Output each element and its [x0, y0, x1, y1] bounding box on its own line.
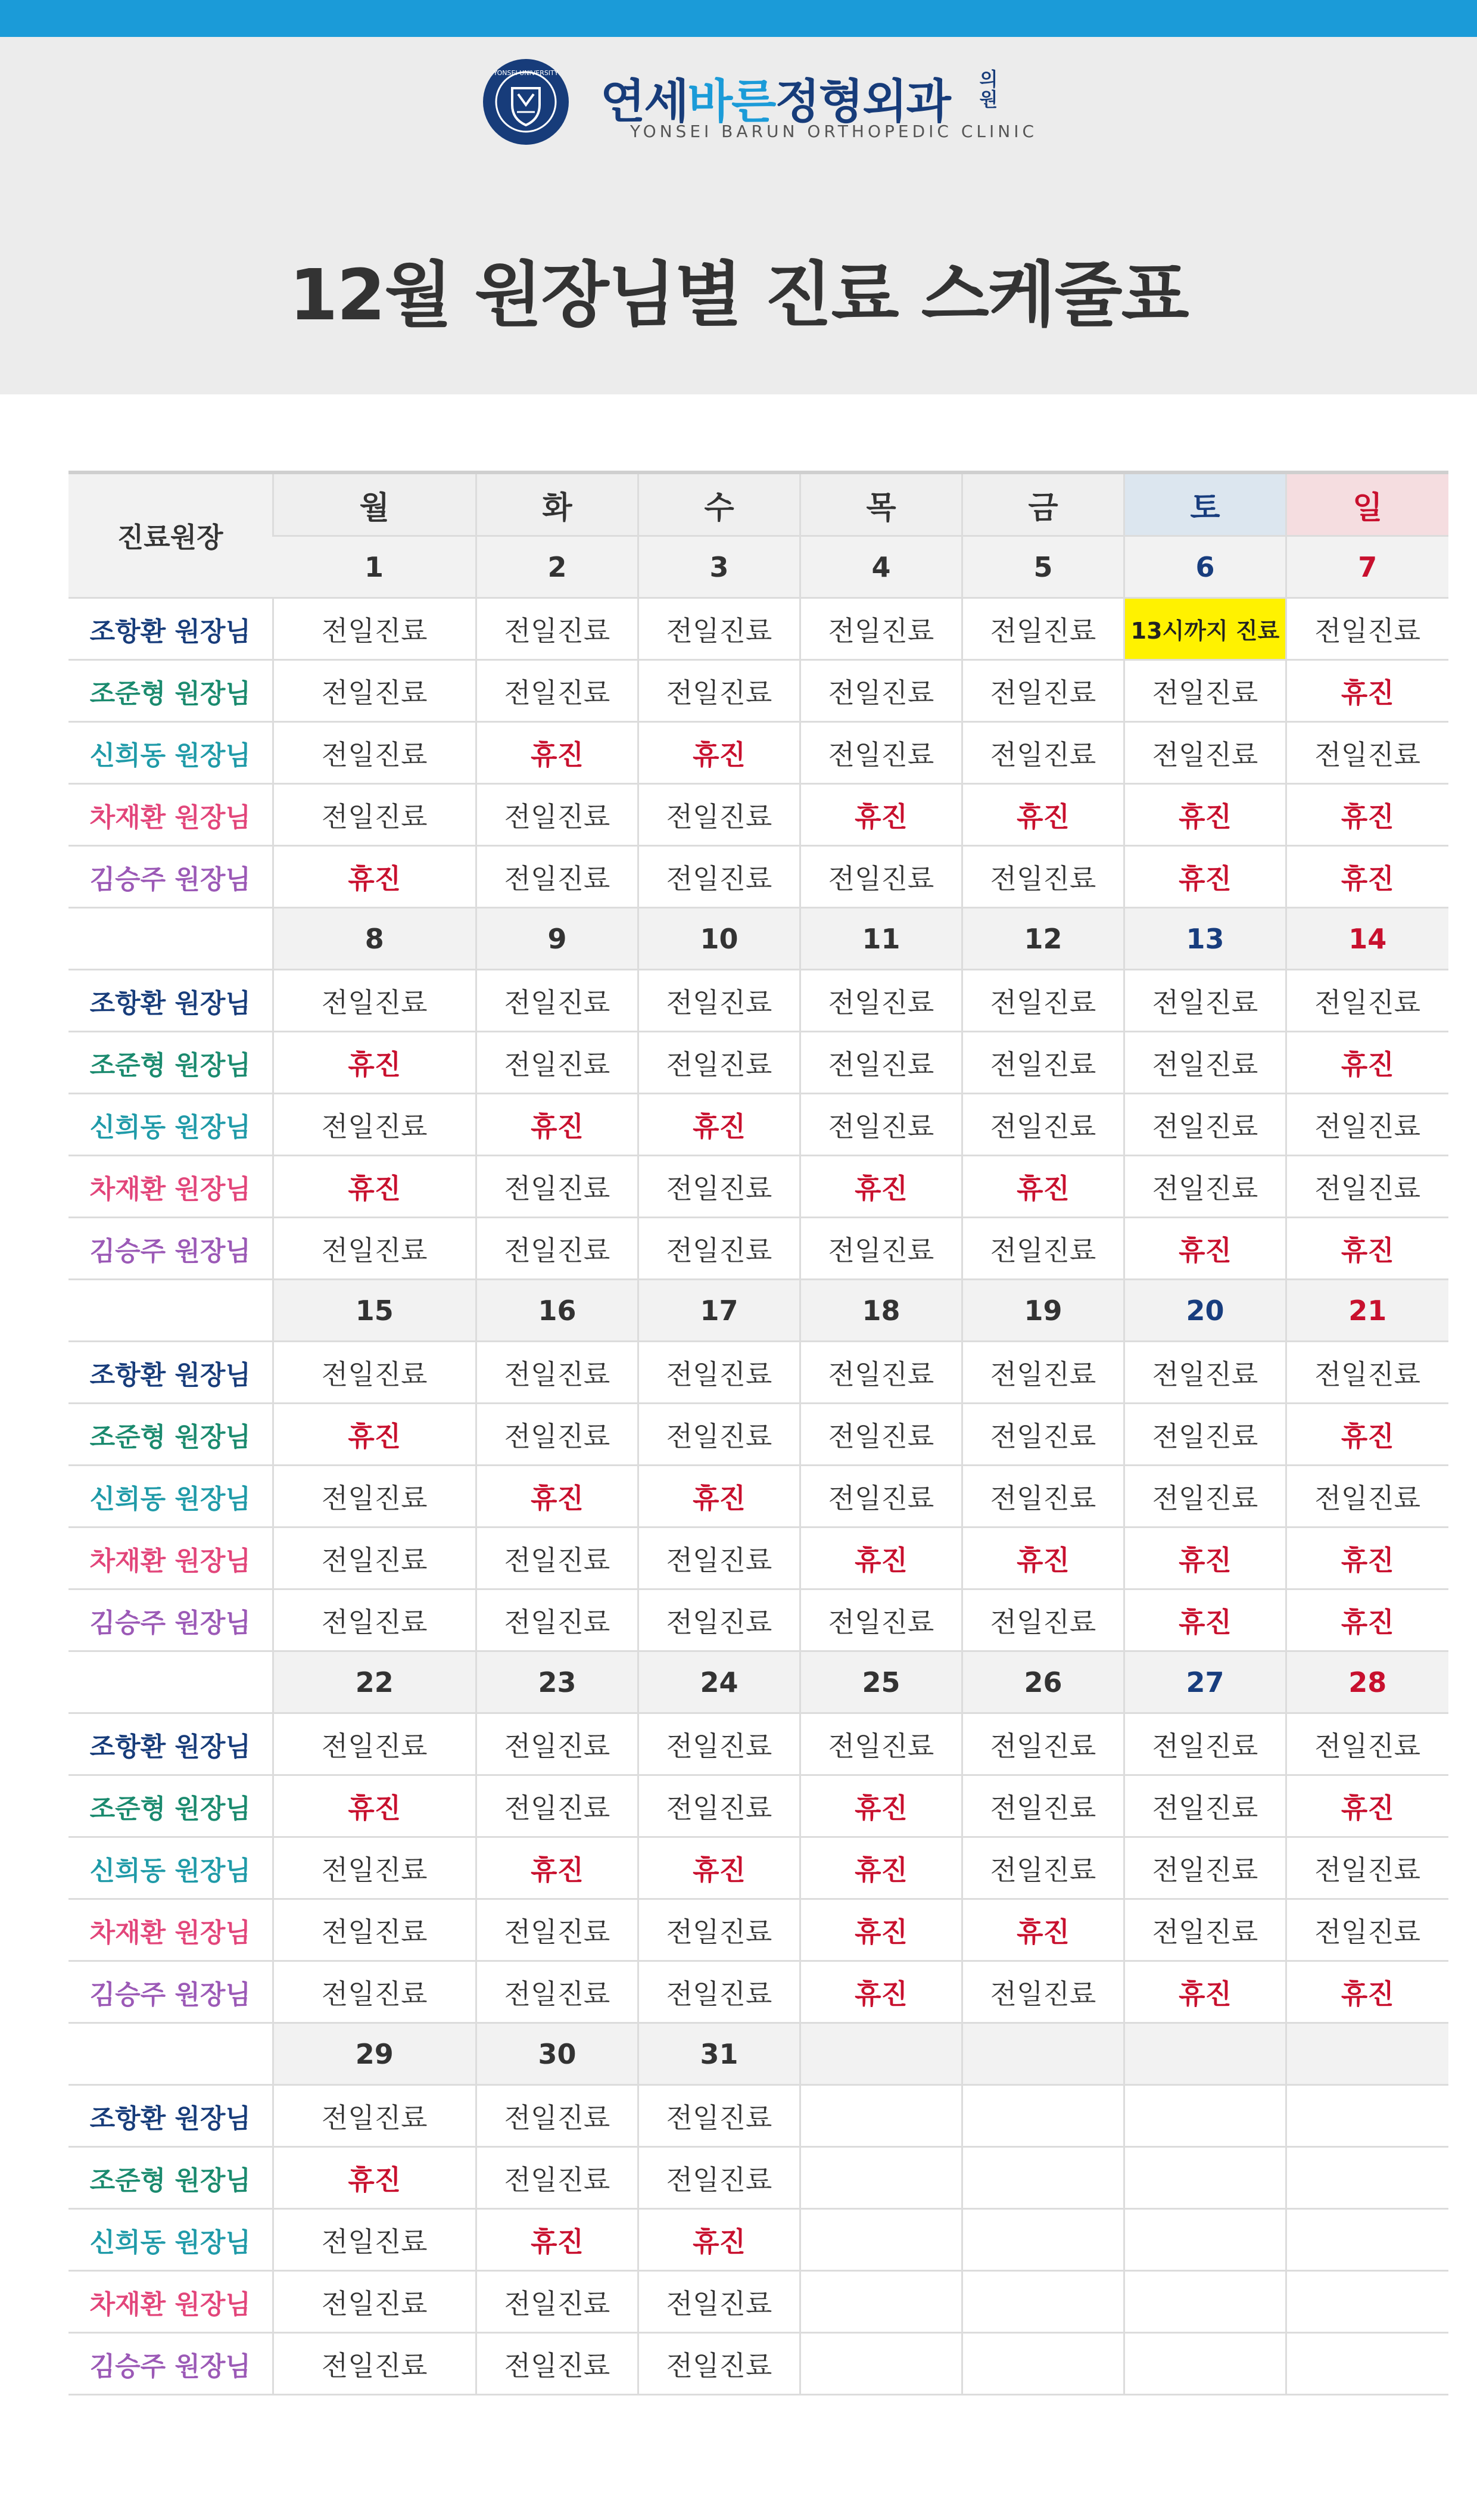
schedule-cell: 전일진료 — [638, 2333, 800, 2395]
schedule-cell: 전일진료 — [638, 598, 800, 660]
schedule-cell: 전일진료 — [638, 1342, 800, 1404]
schedule-cell: 휴진 — [273, 1404, 476, 1466]
schedule-cell: 휴진 — [1286, 1775, 1448, 1837]
schedule-cell: 휴진 — [1286, 1527, 1448, 1589]
schedule-cell: 전일진료 — [638, 784, 800, 846]
doctor-name: 조준형 원장님 — [68, 1404, 273, 1466]
schedule-cell: 전일진료 — [962, 1837, 1124, 1899]
doctor-row — [68, 1094, 1448, 1156]
doctor-row — [68, 784, 1448, 846]
doctor-row — [68, 846, 1448, 908]
doctor-name: 조항환 원장님 — [68, 1713, 273, 1775]
schedule-cell: 전일진료 — [476, 784, 638, 846]
date-cell: 25 — [800, 1651, 962, 1713]
schedule-cell: 전일진료 — [273, 2271, 476, 2333]
doctor-name: 조항환 원장님 — [68, 970, 273, 1032]
schedule-cell: 휴진 — [1286, 1218, 1448, 1280]
date-cell: 5 — [962, 536, 1124, 598]
university-emblem-icon — [481, 57, 571, 147]
doctor-name: 차재환 원장님 — [68, 1156, 273, 1218]
schedule-cell: 전일진료 — [638, 1218, 800, 1280]
schedule-cell: 휴진 — [800, 1156, 962, 1218]
clinic-logo — [0, 57, 1477, 147]
schedule-cell: 전일진료 — [800, 1466, 962, 1527]
schedule-cell: 전일진료 — [273, 1466, 476, 1527]
schedule-cell: 전일진료 — [1124, 1156, 1286, 1218]
schedule-cell — [962, 2333, 1124, 2395]
schedule-cell: 전일진료 — [476, 2085, 638, 2147]
schedule-cell: 전일진료 — [1286, 1899, 1448, 1961]
schedule-cell: 전일진료 — [800, 1589, 962, 1651]
schedule-cell: 전일진료 — [476, 660, 638, 722]
schedule-cell: 전일진료 — [638, 660, 800, 722]
doctor-row — [68, 2333, 1448, 2395]
schedule-cell: 전일진료 — [273, 2085, 476, 2147]
doctor-name: 차재환 원장님 — [68, 2271, 273, 2333]
schedule-cell — [800, 2333, 962, 2395]
schedule-cell: 휴진 — [638, 2209, 800, 2271]
schedule-cell: 휴진 — [476, 722, 638, 784]
date-row — [68, 908, 1448, 970]
schedule-cell: 전일진료 — [273, 2333, 476, 2395]
schedule-cell: 전일진료 — [476, 1032, 638, 1094]
page-title: 12월 원장님별 진료 스케줄표 — [289, 254, 1188, 336]
schedule-cell: 휴진 — [800, 784, 962, 846]
doctor-row — [68, 1342, 1448, 1404]
doctor-row — [68, 660, 1448, 722]
schedule-cell: 휴진 — [476, 1094, 638, 1156]
clinic-name-part2: 바른 — [687, 75, 775, 129]
schedule-cell: 전일진료 — [800, 1094, 962, 1156]
schedule-cell: 전일진료 — [962, 846, 1124, 908]
schedule-cell — [800, 2271, 962, 2333]
weekday-header: 수 — [638, 472, 800, 536]
schedule-cell: 전일진료 — [1124, 970, 1286, 1032]
weekday-header: 월 — [273, 472, 476, 536]
schedule-cell — [1124, 2209, 1286, 2271]
schedule-cell — [962, 2085, 1124, 2147]
doctor-row — [68, 1899, 1448, 1961]
schedule-cell: 전일진료 — [1124, 722, 1286, 784]
schedule-cell: 전일진료 — [962, 722, 1124, 784]
emblem-text: YONSEI UNIVERSITY — [493, 69, 559, 77]
date-cell: 11 — [800, 908, 962, 970]
schedule-cell: 전일진료 — [1124, 1032, 1286, 1094]
schedule-table — [68, 471, 1448, 2395]
schedule-cell: 휴진 — [1286, 1589, 1448, 1651]
schedule-cell: 휴진 — [1286, 1961, 1448, 2023]
schedule-cell: 전일진료 — [476, 1589, 638, 1651]
date-cell — [1124, 2023, 1286, 2085]
weekday-header: 토 — [1124, 472, 1286, 536]
schedule-cell: 전일진료 — [962, 598, 1124, 660]
schedule-cell: 전일진료 — [962, 1404, 1124, 1466]
schedule-cell: 전일진료 — [638, 1713, 800, 1775]
doctor-row — [68, 2271, 1448, 2333]
schedule-cell: 휴진 — [273, 1156, 476, 1218]
date-cell — [800, 2023, 962, 2085]
date-cell: 27 — [1124, 1651, 1286, 1713]
doctor-row — [68, 1589, 1448, 1651]
schedule-cell: 휴진 — [638, 1466, 800, 1527]
schedule-cell: 전일진료 — [962, 1094, 1124, 1156]
schedule-cell: 휴진 — [638, 722, 800, 784]
schedule-cell: 전일진료 — [476, 1899, 638, 1961]
schedule-cell: 전일진료 — [273, 1218, 476, 1280]
schedule-cell: 전일진료 — [1124, 1775, 1286, 1837]
schedule-cell: 휴진 — [476, 2209, 638, 2271]
schedule-cell: 전일진료 — [273, 1713, 476, 1775]
date-cell: 31 — [638, 2023, 800, 2085]
date-cell: 12 — [962, 908, 1124, 970]
doctor-name: 신희동 원장님 — [68, 1094, 273, 1156]
date-cell — [962, 2023, 1124, 2085]
doctor-row — [68, 1775, 1448, 1837]
date-cell: 26 — [962, 1651, 1124, 1713]
doctor-row — [68, 722, 1448, 784]
schedule-cell: 전일진료 — [1124, 1899, 1286, 1961]
schedule-cell: 전일진료 — [638, 2147, 800, 2209]
schedule-cell: 전일진료 — [273, 1527, 476, 1589]
schedule-cell: 전일진료 — [476, 1961, 638, 2023]
schedule-cell: 전일진료 — [1286, 1094, 1448, 1156]
date-cell: 20 — [1124, 1280, 1286, 1342]
date-cell: 28 — [1286, 1651, 1448, 1713]
schedule-cell: 전일진료 — [962, 1032, 1124, 1094]
doctor-row — [68, 1404, 1448, 1466]
doctor-row — [68, 598, 1448, 660]
schedule-cell: 휴진 — [638, 1094, 800, 1156]
schedule-cell: 휴진 — [800, 1899, 962, 1961]
date-cell: 15 — [273, 1280, 476, 1342]
schedule-cell: 휴진 — [800, 1775, 962, 1837]
schedule-cell: 휴진 — [476, 1466, 638, 1527]
schedule-cell — [962, 2271, 1124, 2333]
date-cell: 7 — [1286, 536, 1448, 598]
schedule-cell: 휴진 — [1286, 846, 1448, 908]
doctor-name: 조항환 원장님 — [68, 1342, 273, 1404]
schedule-cell — [1286, 2147, 1448, 2209]
schedule-cell: 전일진료 — [273, 1837, 476, 1899]
date-cell: 1 — [273, 536, 476, 598]
date-cell: 2 — [476, 536, 638, 598]
schedule-cell: 전일진료 — [476, 1342, 638, 1404]
date-cell: 21 — [1286, 1280, 1448, 1342]
schedule-cell: 전일진료 — [273, 1342, 476, 1404]
schedule-cell: 전일진료 — [273, 1961, 476, 2023]
schedule-cell: 전일진료 — [800, 660, 962, 722]
schedule-cell: 전일진료 — [273, 2209, 476, 2271]
schedule-cell: 전일진료 — [800, 1218, 962, 1280]
date-cell: 6 — [1124, 536, 1286, 598]
doctor-name: 신희동 원장님 — [68, 2209, 273, 2271]
schedule-cell: 휴진 — [800, 1961, 962, 2023]
schedule-cell: 휴진 — [1124, 784, 1286, 846]
schedule-cell: 휴진 — [273, 1032, 476, 1094]
doctor-name: 김승주 원장님 — [68, 1589, 273, 1651]
date-cell — [1286, 2023, 1448, 2085]
schedule-cell — [1124, 2085, 1286, 2147]
schedule-cell: 휴진 — [800, 1837, 962, 1899]
schedule-cell — [800, 2209, 962, 2271]
schedule-cell: 전일진료 — [638, 970, 800, 1032]
schedule-cell: 전일진료 — [1286, 1837, 1448, 1899]
date-row — [68, 2023, 1448, 2085]
date-row-spacer — [68, 908, 273, 970]
schedule-cell: 전일진료 — [273, 970, 476, 1032]
schedule-cell: 전일진료 — [638, 1156, 800, 1218]
schedule-cell: 전일진료 — [638, 846, 800, 908]
date-cell: 23 — [476, 1651, 638, 1713]
schedule-cell: 전일진료 — [638, 1404, 800, 1466]
schedule-cell: 휴진 — [1124, 1218, 1286, 1280]
schedule-cell: 휴진 — [1124, 1961, 1286, 2023]
schedule-cell: 전일진료 — [800, 1404, 962, 1466]
weekday-header: 일 — [1286, 472, 1448, 536]
schedule-cell: 전일진료 — [1286, 1342, 1448, 1404]
schedule-cell: 전일진료 — [800, 970, 962, 1032]
schedule-cell: 전일진료 — [273, 784, 476, 846]
doctor-name: 조항환 원장님 — [68, 2085, 273, 2147]
schedule-cell — [1124, 2333, 1286, 2395]
date-cell: 16 — [476, 1280, 638, 1342]
schedule-cell: 전일진료 — [1124, 1094, 1286, 1156]
schedule-cell: 휴진 — [1286, 660, 1448, 722]
schedule-cell: 휴진 — [962, 1527, 1124, 1589]
doctor-name: 차재환 원장님 — [68, 1899, 273, 1961]
weekday-header: 화 — [476, 472, 638, 536]
doctor-name: 조준형 원장님 — [68, 2147, 273, 2209]
date-row — [68, 536, 1448, 598]
schedule-cell: 전일진료 — [638, 2085, 800, 2147]
schedule-cell — [962, 2147, 1124, 2209]
schedule-cell: 전일진료 — [476, 846, 638, 908]
schedule-cell: 전일진료 — [1124, 1342, 1286, 1404]
schedule-cell: 전일진료 — [1124, 1837, 1286, 1899]
schedule-cell — [962, 2209, 1124, 2271]
schedule-cell: 전일진료 — [800, 598, 962, 660]
schedule-cell: 전일진료 — [1286, 970, 1448, 1032]
schedule-cell: 전일진료 — [962, 1775, 1124, 1837]
schedule-cell: 휴진 — [962, 784, 1124, 846]
schedule-cell: 전일진료 — [1124, 1404, 1286, 1466]
date-row-spacer — [68, 1651, 273, 1713]
date-cell: 19 — [962, 1280, 1124, 1342]
doctor-row — [68, 1837, 1448, 1899]
schedule-cell: 전일진료 — [800, 1032, 962, 1094]
doctor-name: 조준형 원장님 — [68, 1032, 273, 1094]
date-cell: 17 — [638, 1280, 800, 1342]
schedule-cell: 전일진료 — [638, 2271, 800, 2333]
weekday-header-row — [68, 472, 1448, 536]
schedule-cell — [1286, 2209, 1448, 2271]
schedule-cell — [1124, 2147, 1286, 2209]
doctor-row — [68, 970, 1448, 1032]
schedule-cell: 전일진료 — [476, 2147, 638, 2209]
schedule-cell: 전일진료 — [800, 846, 962, 908]
schedule-cell: 전일진료 — [962, 970, 1124, 1032]
schedule-cell: 전일진료 — [476, 598, 638, 660]
schedule-cell: 전일진료 — [962, 1466, 1124, 1527]
schedule-cell: 휴진 — [1124, 846, 1286, 908]
schedule-cell: 전일진료 — [962, 1589, 1124, 1651]
schedule-cell: 휴진 — [962, 1156, 1124, 1218]
schedule-cell: 전일진료 — [1286, 1156, 1448, 1218]
weekday-header: 목 — [800, 472, 962, 536]
doctor-row — [68, 2209, 1448, 2271]
schedule-cell: 전일진료 — [1286, 1466, 1448, 1527]
date-cell: 13 — [1124, 908, 1286, 970]
schedule-cell — [1124, 2271, 1286, 2333]
schedule-cell: 전일진료 — [962, 1218, 1124, 1280]
schedule-cell — [1286, 2333, 1448, 2395]
doctor-column-header: 진료원장 — [68, 472, 273, 598]
doctor-row — [68, 1713, 1448, 1775]
schedule-cell: 휴진 — [273, 1775, 476, 1837]
schedule-cell: 전일진료 — [1286, 598, 1448, 660]
schedule-cell: 전일진료 — [638, 1527, 800, 1589]
schedule-cell: 전일진료 — [1124, 1466, 1286, 1527]
clinic-name-part3: 정형외과 — [775, 75, 950, 129]
date-cell: 14 — [1286, 908, 1448, 970]
date-cell: 24 — [638, 1651, 800, 1713]
schedule-cell: 휴진 — [273, 846, 476, 908]
date-cell: 4 — [800, 536, 962, 598]
schedule-cell — [1286, 2085, 1448, 2147]
doctor-name: 조항환 원장님 — [68, 598, 273, 660]
schedule-cell — [1286, 2271, 1448, 2333]
date-row — [68, 1280, 1448, 1342]
doctor-name: 김승주 원장님 — [68, 2333, 273, 2395]
schedule-cell: 전일진료 — [800, 1342, 962, 1404]
schedule-cell: 전일진료 — [273, 598, 476, 660]
weekday-header: 금 — [962, 472, 1124, 536]
schedule-cell: 전일진료 — [1124, 660, 1286, 722]
schedule-cell: 전일진료 — [476, 1775, 638, 1837]
doctor-name: 조준형 원장님 — [68, 1775, 273, 1837]
schedule-cell: 전일진료 — [1286, 722, 1448, 784]
schedule-cell — [800, 2147, 962, 2209]
date-cell: 10 — [638, 908, 800, 970]
schedule-cell: 전일진료 — [962, 1713, 1124, 1775]
doctor-name: 신희동 원장님 — [68, 1837, 273, 1899]
doctor-name: 신희동 원장님 — [68, 722, 273, 784]
schedule-cell: 휴진 — [1124, 1527, 1286, 1589]
schedule-cell: 전일진료 — [476, 1404, 638, 1466]
schedule-cell: 전일진료 — [638, 1961, 800, 2023]
schedule-cell: 13시까지 진료 — [1124, 598, 1286, 660]
date-row-spacer — [68, 1280, 273, 1342]
schedule-cell: 휴진 — [638, 1837, 800, 1899]
schedule-cell: 전일진료 — [476, 970, 638, 1032]
doctor-row — [68, 1527, 1448, 1589]
doctor-name: 차재환 원장님 — [68, 784, 273, 846]
doctor-row — [68, 1156, 1448, 1218]
schedule-cell: 휴진 — [476, 1837, 638, 1899]
date-row-spacer — [68, 2023, 273, 2085]
schedule-cell: 전일진료 — [962, 1961, 1124, 2023]
date-cell: 22 — [273, 1651, 476, 1713]
schedule-cell: 전일진료 — [962, 660, 1124, 722]
doctor-name: 김승주 원장님 — [68, 846, 273, 908]
date-cell: 18 — [800, 1280, 962, 1342]
doctor-row — [68, 1032, 1448, 1094]
schedule-cell: 전일진료 — [962, 1342, 1124, 1404]
doctor-row — [68, 2147, 1448, 2209]
doctor-row — [68, 1961, 1448, 2023]
date-cell: 8 — [273, 908, 476, 970]
schedule-cell: 전일진료 — [273, 1899, 476, 1961]
schedule-cell: 휴진 — [800, 1527, 962, 1589]
clinic-name-part1: 연세 — [600, 75, 688, 129]
doctor-row — [68, 1218, 1448, 1280]
schedule-cell — [800, 2085, 962, 2147]
schedule-cell: 휴진 — [1286, 1032, 1448, 1094]
schedule-cell: 전일진료 — [800, 1713, 962, 1775]
schedule-cell: 전일진료 — [273, 660, 476, 722]
date-cell: 30 — [476, 2023, 638, 2085]
schedule-cell: 전일진료 — [476, 2333, 638, 2395]
clinic-suffix: 의원 — [979, 68, 998, 111]
schedule-cell: 휴진 — [1286, 784, 1448, 846]
date-row — [68, 1651, 1448, 1713]
schedule-cell: 전일진료 — [476, 1527, 638, 1589]
schedule-cell: 휴진 — [1124, 1589, 1286, 1651]
schedule-cell: 휴진 — [962, 1899, 1124, 1961]
doctor-name: 김승주 원장님 — [68, 1961, 273, 2023]
schedule-cell: 전일진료 — [638, 1775, 800, 1837]
schedule-cell: 전일진료 — [476, 2271, 638, 2333]
schedule-cell: 전일진료 — [476, 1218, 638, 1280]
date-cell: 3 — [638, 536, 800, 598]
doctor-name: 신희동 원장님 — [68, 1466, 273, 1527]
schedule-cell: 전일진료 — [476, 1713, 638, 1775]
doctor-name: 김승주 원장님 — [68, 1218, 273, 1280]
schedule-cell: 전일진료 — [1124, 1713, 1286, 1775]
schedule-cell: 휴진 — [1286, 1404, 1448, 1466]
schedule-cell: 전일진료 — [273, 1094, 476, 1156]
schedule-cell: 전일진료 — [638, 1032, 800, 1094]
schedule-cell: 전일진료 — [476, 1156, 638, 1218]
doctor-name: 차재환 원장님 — [68, 1527, 273, 1589]
schedule-cell: 전일진료 — [273, 722, 476, 784]
schedule-cell: 휴진 — [273, 2147, 476, 2209]
date-cell: 9 — [476, 908, 638, 970]
top-accent-bar — [0, 0, 1477, 37]
schedule-cell: 전일진료 — [273, 1589, 476, 1651]
date-cell: 29 — [273, 2023, 476, 2085]
doctor-name: 조준형 원장님 — [68, 660, 273, 722]
schedule-cell: 전일진료 — [1286, 1713, 1448, 1775]
schedule-cell: 전일진료 — [638, 1899, 800, 1961]
doctor-row — [68, 1466, 1448, 1527]
doctor-row — [68, 2085, 1448, 2147]
schedule-cell: 전일진료 — [638, 1589, 800, 1651]
clinic-english-name: YONSEI BARUN ORTHOPEDIC CLINIC — [630, 122, 1037, 141]
schedule-cell: 전일진료 — [800, 722, 962, 784]
